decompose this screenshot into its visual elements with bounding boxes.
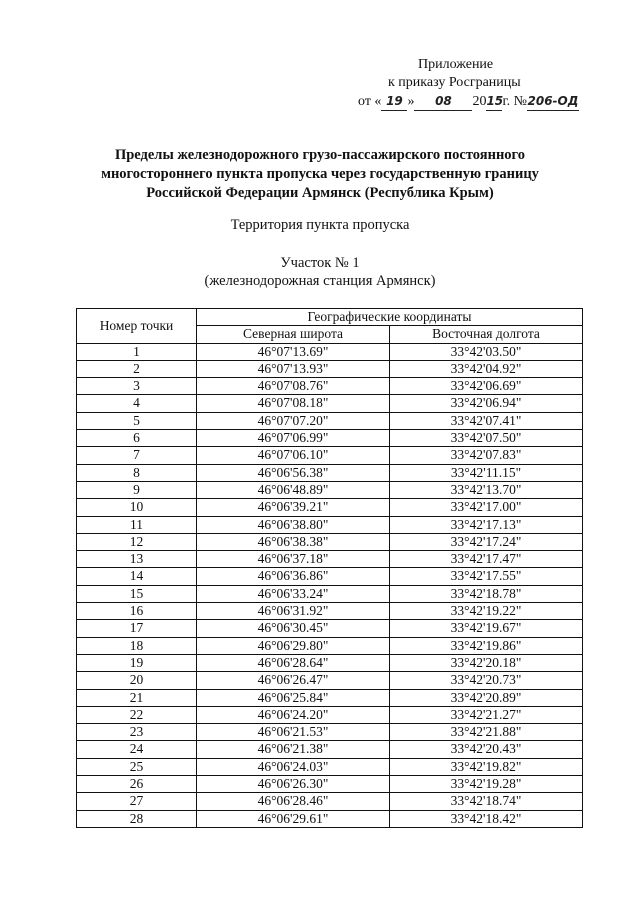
latitude-cell: 46°06'33.24" bbox=[197, 585, 390, 602]
latitude-cell: 46°06'38.38" bbox=[197, 533, 390, 550]
longitude-cell: 33°42'21.27" bbox=[390, 706, 583, 723]
order-number: 206-ОД bbox=[527, 92, 579, 111]
longitude-cell: 33°42'13.70" bbox=[390, 481, 583, 498]
latitude-cell: 46°06'21.53" bbox=[197, 724, 390, 741]
table-row bbox=[77, 395, 583, 412]
title-line-3: Российской Федерации Армянск (Республика Крым) bbox=[146, 185, 494, 201]
point-number-cell: 27 bbox=[77, 793, 197, 810]
table-row bbox=[77, 810, 583, 827]
table-row bbox=[77, 343, 583, 360]
table-row bbox=[77, 793, 583, 810]
longitude-cell: 33°42'20.18" bbox=[390, 654, 583, 671]
point-number-cell: 16 bbox=[77, 603, 197, 620]
longitude-cell: 33°42'19.82" bbox=[390, 758, 583, 775]
point-number-cell: 14 bbox=[77, 568, 197, 585]
table-row bbox=[77, 464, 583, 481]
longitude-cell: 33°42'19.22" bbox=[390, 603, 583, 620]
longitude-cell: 33°42'03.50" bbox=[390, 343, 583, 360]
latitude-cell: 46°07'06.99" bbox=[197, 430, 390, 447]
longitude-cell: 33°42'07.41" bbox=[390, 412, 583, 429]
title-line-1: Пределы железнодорожного грузо-пассажирского постоянного bbox=[114, 147, 526, 163]
date-quote: » bbox=[407, 94, 415, 109]
latitude-cell: 46°06'25.84" bbox=[197, 689, 390, 706]
latitude-cell: 46°06'48.89" bbox=[197, 481, 390, 498]
section-place: (железнодорожная станция Армянск) bbox=[204, 273, 436, 289]
latitude-cell: 46°06'31.92" bbox=[197, 603, 390, 620]
point-number-cell: 8 bbox=[77, 464, 197, 481]
table-row bbox=[77, 654, 583, 671]
document-title bbox=[60, 146, 580, 203]
point-number-cell: 1 bbox=[77, 343, 197, 360]
point-number-cell: 6 bbox=[77, 430, 197, 447]
date-prefix: от « bbox=[358, 94, 382, 109]
table-row bbox=[77, 568, 583, 585]
longitude-cell: 33°42'20.73" bbox=[390, 672, 583, 689]
longitude-cell: 33°42'17.13" bbox=[390, 516, 583, 533]
table-row bbox=[77, 603, 583, 620]
table-row bbox=[77, 412, 583, 429]
longitude-cell: 33°42'06.94" bbox=[390, 395, 583, 412]
table-row bbox=[77, 637, 583, 654]
header-latitude: Северная широта bbox=[197, 326, 390, 343]
point-number-cell: 3 bbox=[77, 378, 197, 395]
date-month: 08 bbox=[414, 92, 472, 111]
latitude-cell: 46°07'13.93" bbox=[197, 360, 390, 377]
header-point-number: Номер точки bbox=[77, 309, 197, 344]
longitude-cell: 33°42'17.47" bbox=[390, 551, 583, 568]
header-geo-coordinates: Географические координаты bbox=[197, 309, 583, 326]
longitude-cell: 33°42'04.92" bbox=[390, 360, 583, 377]
date-year-prefix: 20 bbox=[472, 94, 487, 109]
latitude-cell: 46°07'08.76" bbox=[197, 378, 390, 395]
table-row bbox=[77, 551, 583, 568]
table-row bbox=[77, 758, 583, 775]
longitude-cell: 33°42'11.15" bbox=[390, 464, 583, 481]
appendix-title: Приложение bbox=[418, 57, 494, 72]
table-row bbox=[77, 672, 583, 689]
coordinates-table bbox=[76, 308, 583, 828]
latitude-cell: 46°06'30.45" bbox=[197, 620, 390, 637]
longitude-cell: 33°42'06.69" bbox=[390, 378, 583, 395]
latitude-cell: 46°06'26.30" bbox=[197, 776, 390, 793]
table-row bbox=[77, 360, 583, 377]
point-number-cell: 22 bbox=[77, 706, 197, 723]
appendix-block bbox=[358, 56, 588, 111]
latitude-cell: 46°07'07.20" bbox=[197, 412, 390, 429]
date-year: 15 bbox=[486, 92, 502, 111]
date-day: 19 bbox=[381, 92, 407, 111]
point-number-cell: 11 bbox=[77, 516, 197, 533]
table-row bbox=[77, 706, 583, 723]
longitude-cell: 33°42'20.43" bbox=[390, 741, 583, 758]
longitude-cell: 33°42'07.50" bbox=[390, 430, 583, 447]
latitude-cell: 46°06'24.20" bbox=[197, 706, 390, 723]
latitude-cell: 46°07'06.10" bbox=[197, 447, 390, 464]
latitude-cell: 46°06'38.80" bbox=[197, 516, 390, 533]
table-row bbox=[77, 481, 583, 498]
document-subtitle: Территория пункта пропуска bbox=[230, 217, 410, 233]
longitude-cell: 33°42'18.74" bbox=[390, 793, 583, 810]
latitude-cell: 46°06'28.46" bbox=[197, 793, 390, 810]
longitude-cell: 33°42'17.00" bbox=[390, 499, 583, 516]
table-row bbox=[77, 447, 583, 464]
point-number-cell: 10 bbox=[77, 499, 197, 516]
section-heading bbox=[0, 254, 640, 290]
latitude-cell: 46°07'08.18" bbox=[197, 395, 390, 412]
point-number-cell: 12 bbox=[77, 533, 197, 550]
point-number-cell: 15 bbox=[77, 585, 197, 602]
latitude-cell: 46°06'56.38" bbox=[197, 464, 390, 481]
table-row bbox=[77, 724, 583, 741]
table-row bbox=[77, 516, 583, 533]
point-number-cell: 9 bbox=[77, 481, 197, 498]
appendix-order: к приказу Росграницы bbox=[388, 75, 521, 90]
table-row bbox=[77, 620, 583, 637]
point-number-cell: 4 bbox=[77, 395, 197, 412]
latitude-cell: 46°07'13.69" bbox=[197, 343, 390, 360]
longitude-cell: 33°42'19.28" bbox=[390, 776, 583, 793]
latitude-cell: 46°06'37.18" bbox=[197, 551, 390, 568]
latitude-cell: 46°06'29.61" bbox=[197, 810, 390, 827]
longitude-cell: 33°42'18.78" bbox=[390, 585, 583, 602]
longitude-cell: 33°42'07.83" bbox=[390, 447, 583, 464]
longitude-cell: 33°42'19.67" bbox=[390, 620, 583, 637]
point-number-cell: 19 bbox=[77, 654, 197, 671]
latitude-cell: 46°06'36.86" bbox=[197, 568, 390, 585]
point-number-cell: 24 bbox=[77, 741, 197, 758]
point-number-cell: 26 bbox=[77, 776, 197, 793]
point-number-cell: 28 bbox=[77, 810, 197, 827]
point-number-cell: 13 bbox=[77, 551, 197, 568]
longitude-cell: 33°42'19.86" bbox=[390, 637, 583, 654]
longitude-cell: 33°42'17.24" bbox=[390, 533, 583, 550]
point-number-cell: 17 bbox=[77, 620, 197, 637]
latitude-cell: 46°06'21.38" bbox=[197, 741, 390, 758]
date-number-label: г. № bbox=[502, 94, 527, 109]
table-row bbox=[77, 430, 583, 447]
latitude-cell: 46°06'29.80" bbox=[197, 637, 390, 654]
section-name: Участок № 1 bbox=[280, 255, 360, 271]
table-row bbox=[77, 741, 583, 758]
point-number-cell: 7 bbox=[77, 447, 197, 464]
table-row bbox=[77, 499, 583, 516]
table-row bbox=[77, 533, 583, 550]
table-body bbox=[77, 343, 583, 827]
header-longitude: Восточная долгота bbox=[390, 326, 583, 343]
point-number-cell: 23 bbox=[77, 724, 197, 741]
table-row bbox=[77, 776, 583, 793]
point-number-cell: 18 bbox=[77, 637, 197, 654]
point-number-cell: 5 bbox=[77, 412, 197, 429]
latitude-cell: 46°06'26.47" bbox=[197, 672, 390, 689]
table-row bbox=[77, 378, 583, 395]
point-number-cell: 25 bbox=[77, 758, 197, 775]
point-number-cell: 2 bbox=[77, 360, 197, 377]
longitude-cell: 33°42'18.42" bbox=[390, 810, 583, 827]
point-number-cell: 20 bbox=[77, 672, 197, 689]
appendix-date-line bbox=[358, 92, 588, 111]
point-number-cell: 21 bbox=[77, 689, 197, 706]
longitude-cell: 33°42'17.55" bbox=[390, 568, 583, 585]
table-row bbox=[77, 585, 583, 602]
title-line-2: многостороннего пункта пропуска через государственную границу bbox=[101, 166, 539, 182]
latitude-cell: 46°06'28.64" bbox=[197, 654, 390, 671]
longitude-cell: 33°42'21.88" bbox=[390, 724, 583, 741]
latitude-cell: 46°06'24.03" bbox=[197, 758, 390, 775]
longitude-cell: 33°42'20.89" bbox=[390, 689, 583, 706]
latitude-cell: 46°06'39.21" bbox=[197, 499, 390, 516]
table-row bbox=[77, 689, 583, 706]
